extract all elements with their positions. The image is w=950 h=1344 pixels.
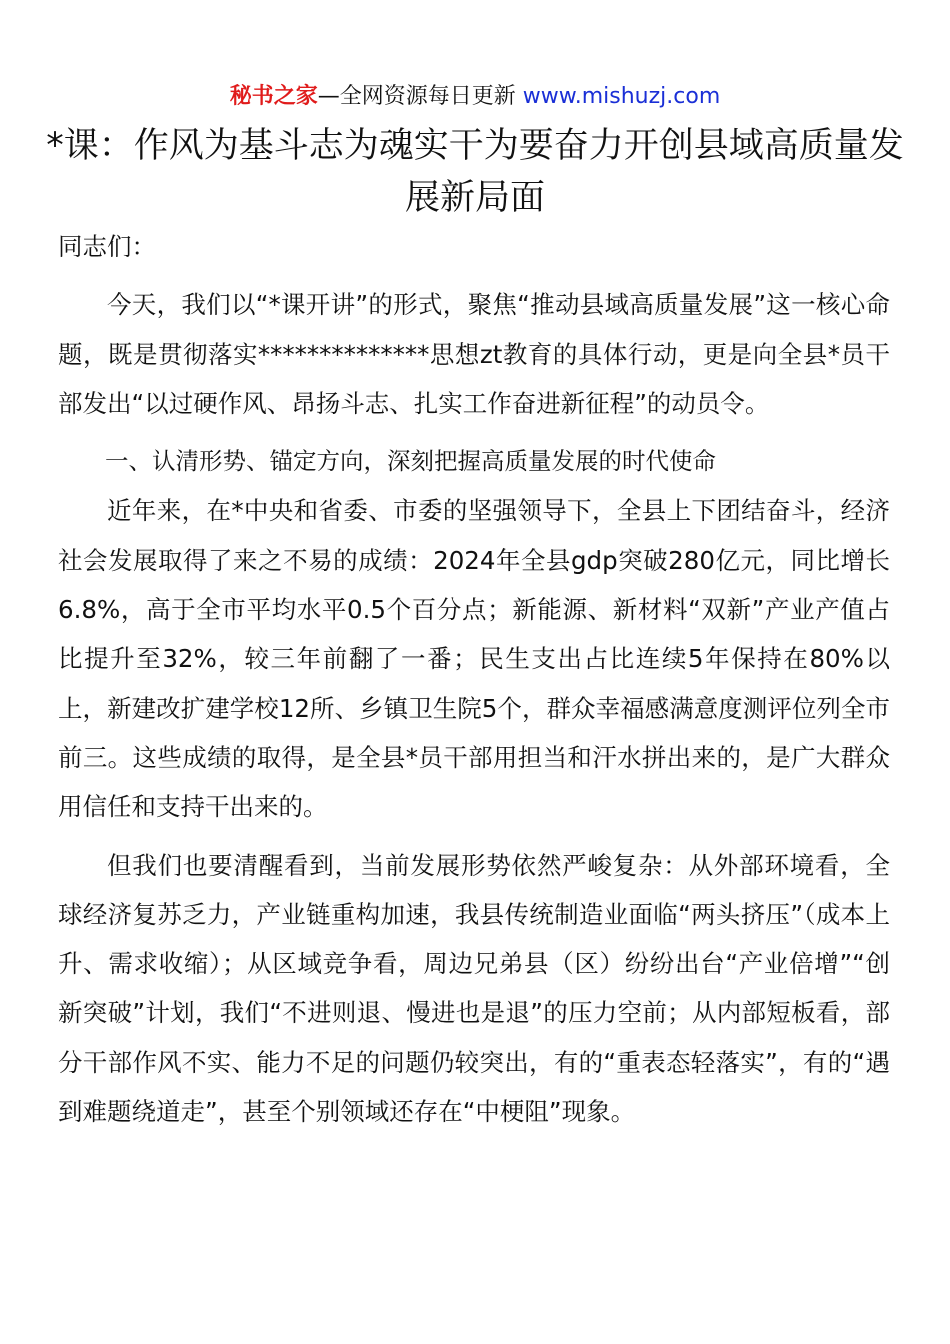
brand-name[interactable]: 秘书之家: [229, 84, 318, 109]
header-tagline: —全网资源每日更新: [317, 84, 516, 109]
document-body: [58, 222, 890, 1136]
paragraph-challenges: 但我们也要清醒看到，当前发展形势依然严峻复杂：从外部环境看，全球经济复苏乏力，产业链重构加速，我县传统制造业面临“两头挤压”（成本上升、需求收缩）；从区域竞争看，周边兄弟县（区）纷纷出台“产业倍增”“创新突破”计划，我们“不进则退、慢进也是退”的压力空前；从内部短板看，部分干部作风不实、能力不足的问题仍较突出，有的“重表态轻落实”，有的“遇到难题绕道走”，甚至个别领域还存在“中梗阻”现象。: [58, 850, 890, 1127]
section-heading-1: 一、认清形势、锚定方向，深刻把握高质量发展的时代使命: [105, 447, 716, 476]
document-title: *课：作风为基斗志为魂实干为要奋力开创县域高质量发展新局面: [46, 126, 904, 218]
paragraph-achievements: 近年来，在*中央和省委、市委的坚强领导下，全县上下团结奋斗，经济社会发展取得了来之不易的成绩：2024年全县gdp突破280亿元，同比增长6.8%，高于全市平均水平0.5个百分点；新能源、新材料“双新”产业产值占比提升至32%，较三年前翻了一番；民生支出占比连续5年保持在80%以上，新建改扩建学校12所、乡镇卫生院5个，群众幸福感满意度测评位列全市前三。这些成绩的取得，是全县*员干部用担当和汗水拼出来的，是广大群众用信任和支持干出来的。: [58, 496, 890, 822]
site-link[interactable]: www.mishuzj.com: [522, 84, 721, 109]
paragraph-intro: 今天，我们以“*课开讲”的形式，聚焦“推动县域高质量发展”这一核心命题，既是贯彻落实**************思想zt教育的具体行动，更是向全县*员干部发出“以过硬作风、昂扬斗志、扎实工作奋进新征程”的动员令。: [58, 290, 890, 418]
site-header: [0, 82, 950, 112]
greeting: 同志们：: [58, 232, 156, 261]
